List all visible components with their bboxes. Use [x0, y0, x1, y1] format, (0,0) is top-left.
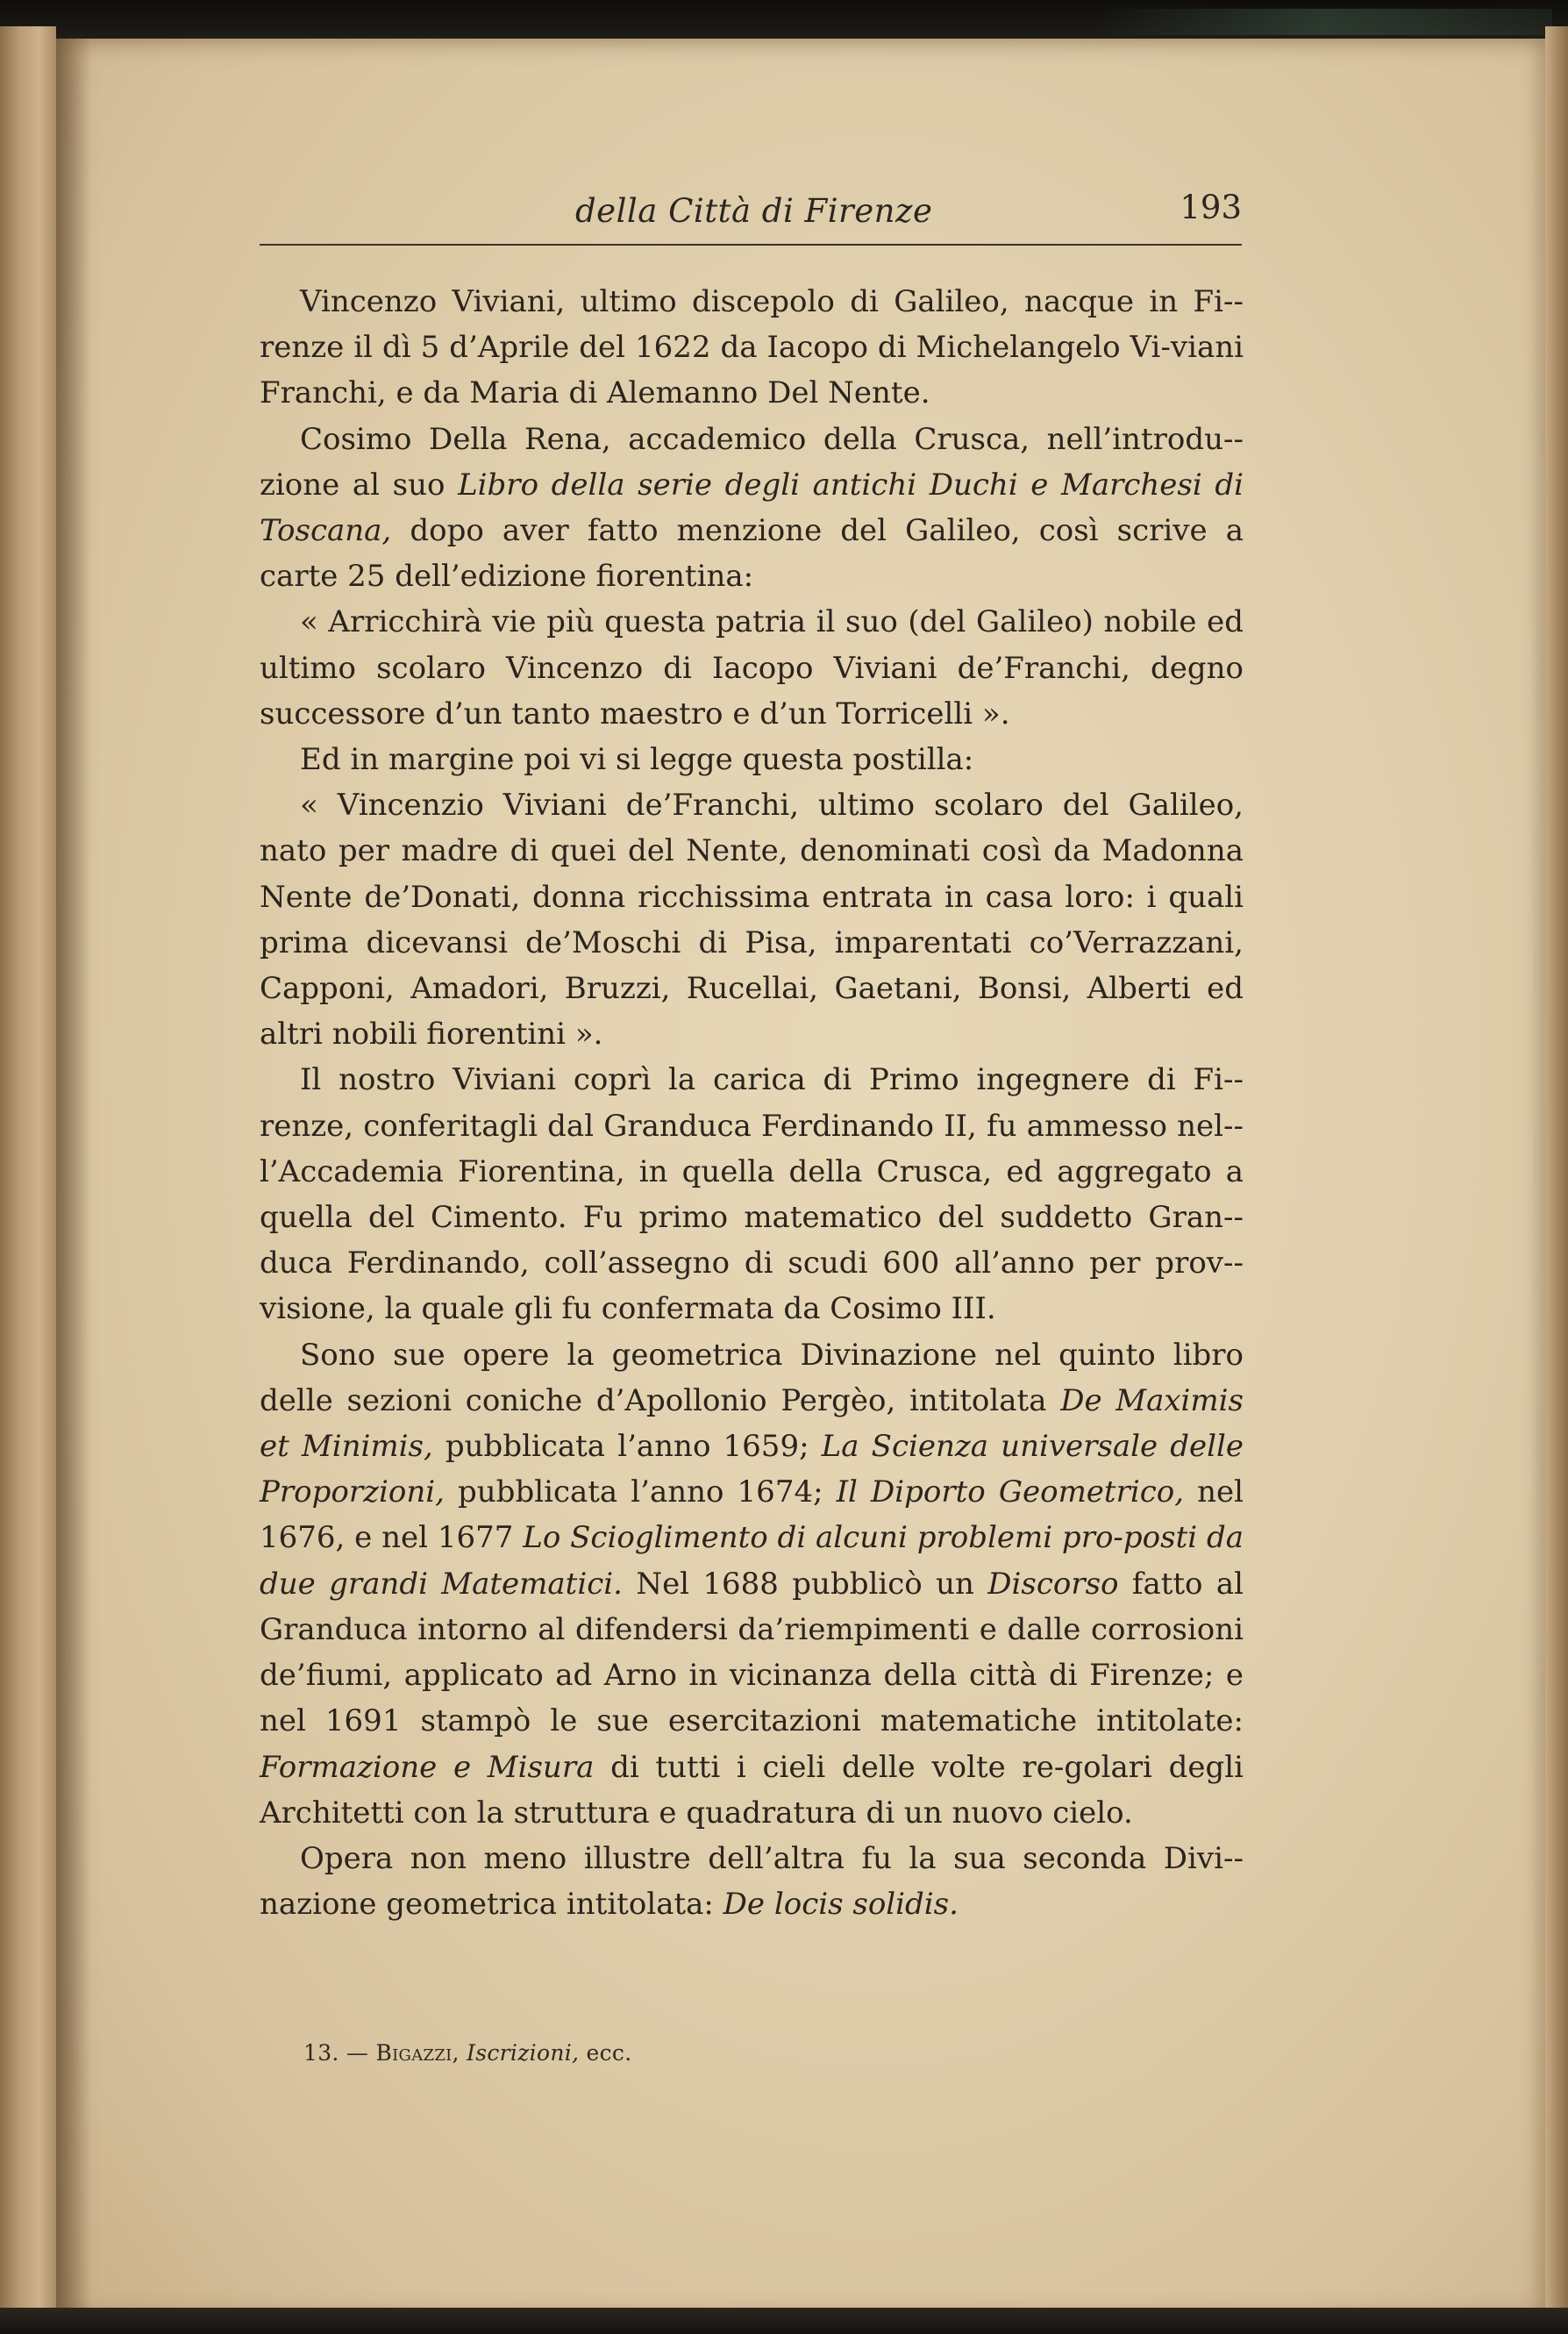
- footer-etc: ecc.: [586, 2040, 632, 2066]
- signature-footer: [303, 2040, 631, 2066]
- page-number: 193: [1180, 189, 1242, 226]
- title-diporto-geometrico: Il Diporto Geometrico,: [836, 1474, 1185, 1510]
- title-formazione-e-misura: Formazione e Misura: [260, 1749, 595, 1785]
- page-header: [260, 189, 1242, 250]
- title-scienza-universale: La Scienza universale delle Proporzioni,: [260, 1429, 1244, 1510]
- title-scioglimento: Lo Scioglimento di alcuni problemi pro-posti da due grandi Matematici.: [260, 1520, 1244, 1602]
- quotation-arricchira: « Arricchirà vie più questa patria il suo (del Galileo) nobile ed ultimo scolaro Vincenzo di Iacopo Viviani de’Franchi, degno successore d’un tanto maestro e d’un Torricelli ».: [260, 604, 1244, 732]
- footer-author: Bigazzi,: [375, 2040, 460, 2066]
- paragraph-della-rena: Cosimo Della Rena, accademico della Crusca, nell’introdu-zione al suo Libro della serie degli antichi Duchi e Marchesi di Toscana, dopo aver fatto menzione del Galileo, così scrive a carte 25 dell’edizione fiorentina:: [260, 421, 1244, 595]
- title-de-maximis: De Maximis et Minimis,: [260, 1382, 1244, 1465]
- quotation-vincenzio: « Vincenzio Viviani de’Franchi, ultimo scolaro del Galileo, nato per madre di quei del Nente, denominati così da Madonna Nente de’Donati, donna ricchissima entrata in casa loro: i quali prima dicevansi de’Moschi di Pisa, imparentati co’Verrazzani, Capponi, Amadori, Bruzzi, Rucellai, Gaetani, Bonsi, Alberti ed altri nobili fiorentini ».: [260, 788, 1244, 1053]
- left-page-edge: [0, 26, 56, 2316]
- scan-border-bottom: [0, 2308, 1568, 2334]
- paragraph-postilla: Ed in margine poi vi si legge questa postilla:: [300, 742, 974, 778]
- footer-title: Iscrizioni,: [467, 2040, 580, 2066]
- signature-mark: 13. —: [303, 2040, 376, 2066]
- book-title-libro-della-serie: Libro della serie degli antichi Duchi e Marchesi di Toscana,: [260, 467, 1244, 549]
- header-rule: [260, 244, 1242, 246]
- scan-tint: [1096, 9, 1552, 35]
- gutter-shadow: [56, 39, 91, 2319]
- paragraph-primo-ingegnere: Il nostro Viviani coprì la carica di Primo ingegnere di Fi-renze, conferitagli dal Granduca Ferdinando II, fu ammesso nel-l’Accademia Fiorentina, in quella della Crusca, ed aggregato a quella del Cimento. Fu primo matematico del suddetto Gran-duca Ferdinando, coll’assegno di scudi 600 all’anno per prov-visione, la quale gli fu confermata da Cosimo III.: [260, 1062, 1244, 1327]
- running-title: della Città di Firenze: [575, 192, 933, 230]
- paragraph-opere: Sono sue opere la geometrica Divinazione nel quinto libro delle sezioni coniche d’Apollonio Pergèo, intitolata De Maximis et Minimis, pubblicata l’anno 1659; La Scienza universale delle Proporzioni, pubblicata l’anno 1674; Il Diporto Geometrico, nel 1676, e nel 1677 Lo Scioglimento di alcuni problemi pro-posti da due grandi Matematici. Nel 1688 pubblicò un Discorso fatto al Granduca intorno al difendersi da’riempimenti e dalle corrosioni de’fiumi, applicato ad Arno in vicinanza della città di Firenze; e nel 1691 stampò le sue esercitazioni matematiche intitolate: Formazione e Misura di tutti i cieli delle volte re-golari degli Architetti con la struttura e quadratura di un nuovo cielo.: [260, 1337, 1244, 1831]
- right-page-edge: [1545, 26, 1568, 2316]
- paragraph-de-locis-solidis: Opera non meno illustre dell’altra fu la sua seconda Divi-nazione geometrica intitolata: De locis solidis.: [260, 1840, 1244, 1923]
- title-discorso: Discorso: [987, 1566, 1119, 1602]
- body-text: [260, 279, 1244, 1927]
- title-de-locis-solidis: De locis solidis.: [723, 1887, 959, 1923]
- paragraph-viviani-birth: Vincenzo Viviani, ultimo discepolo di Galileo, nacque in Fi-renze il dì 5 d’Aprile del 1622 da Iacopo di Michelangelo Vi-viani Franchi, e da Maria di Alemanno Del Nente.: [260, 284, 1244, 411]
